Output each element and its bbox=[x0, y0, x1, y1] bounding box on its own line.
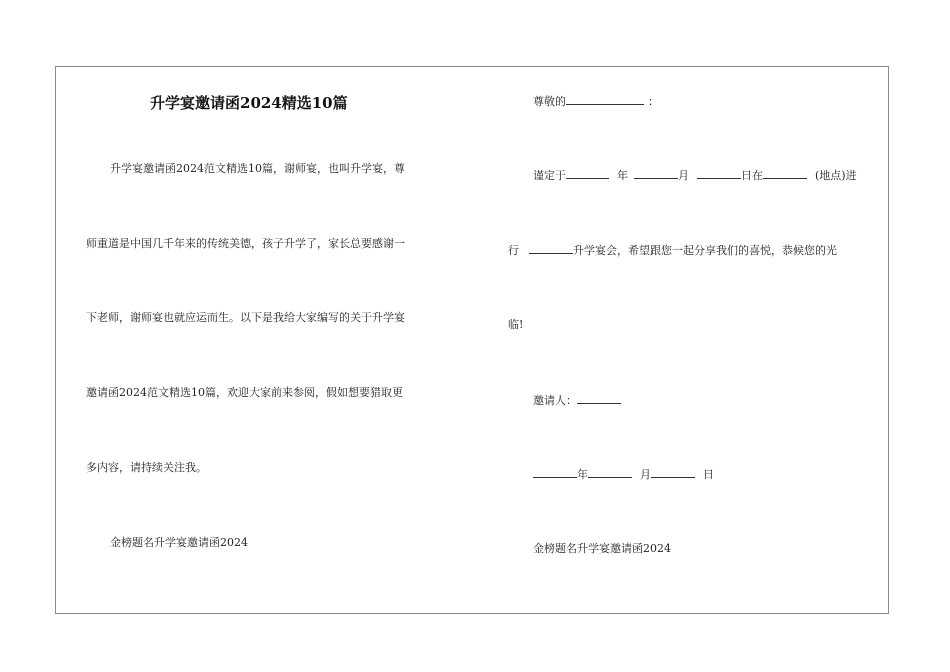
recipient-blank bbox=[566, 94, 644, 105]
sign-month-label: 月 bbox=[640, 468, 651, 481]
paragraph-line-1: 升学宴邀请函2024范文精选10篇，谢师宴，也叫升学宴，尊 bbox=[110, 162, 405, 175]
year-label: 年 bbox=[617, 169, 628, 182]
document-title: 升学宴邀请函2024精选10篇 bbox=[150, 94, 348, 112]
day-blank bbox=[697, 168, 741, 179]
event-line bbox=[508, 243, 837, 258]
closing-line: 临! bbox=[508, 318, 524, 331]
date-intro: 谨定于 bbox=[533, 169, 566, 182]
event-blank bbox=[529, 243, 573, 254]
inviter-line bbox=[533, 393, 621, 408]
place-blank bbox=[763, 168, 807, 179]
sign-year-blank bbox=[533, 467, 577, 478]
day-place-label: 日在 bbox=[741, 169, 763, 182]
inviter-label: 邀请人： bbox=[533, 394, 577, 407]
date-place-line bbox=[533, 168, 857, 183]
paragraph-line-5: 多内容，请持续关注我。 bbox=[86, 461, 207, 474]
sign-day-blank bbox=[651, 467, 695, 478]
event-text: 升学宴会，希望跟您一起分享我们的喜悦，恭候您的光 bbox=[573, 244, 837, 257]
greeting-text: 尊敬的 bbox=[533, 95, 566, 108]
left-footer-heading: 金榜题名升学宴邀请函2024 bbox=[110, 536, 248, 549]
paragraph-line-3: 下老师，谢师宴也就应运而生。以下是我给大家编写的关于升学宴 bbox=[86, 311, 405, 324]
sign-month-blank bbox=[588, 467, 632, 478]
right-footer-heading: 金榜题名升学宴邀请函2024 bbox=[533, 542, 671, 555]
inviter-blank bbox=[577, 393, 621, 404]
signature-date-line bbox=[533, 467, 714, 482]
event-prefix: 行 bbox=[508, 244, 519, 257]
month-blank bbox=[634, 168, 678, 179]
page-border bbox=[55, 66, 889, 614]
greeting-colon: ： bbox=[648, 95, 659, 108]
month-label: 月 bbox=[678, 169, 689, 182]
paragraph-line-4: 邀请函2024范文精选10篇，欢迎大家前来参阅，假如想要猎取更 bbox=[86, 386, 403, 399]
greeting-line bbox=[533, 94, 659, 109]
sign-day-label: 日 bbox=[703, 468, 714, 481]
paragraph-line-2: 师重道是中国几千年来的传统美德，孩子升学了，家长总要感谢一 bbox=[86, 237, 405, 250]
place-label: (地点)进 bbox=[815, 169, 857, 182]
sign-year-label: 年 bbox=[577, 468, 588, 481]
year-blank bbox=[566, 168, 609, 179]
